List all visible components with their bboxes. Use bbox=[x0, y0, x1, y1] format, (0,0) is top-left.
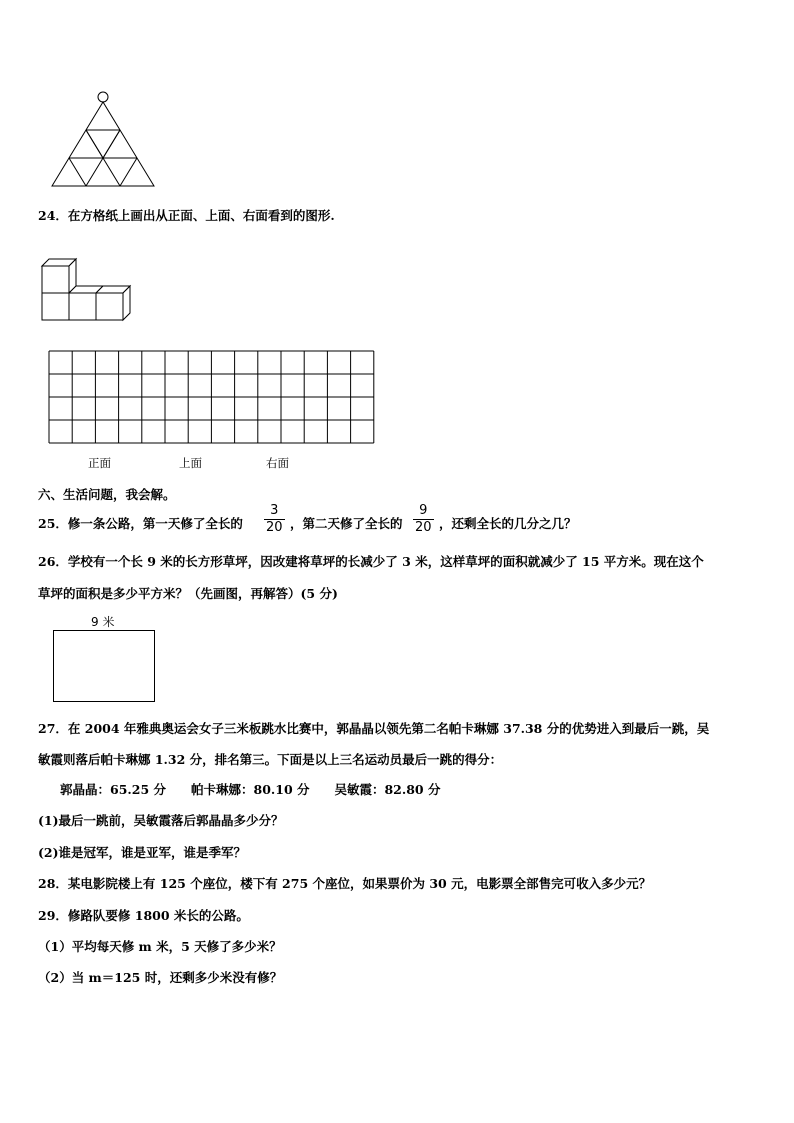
question-26-line2: 草坪的面积是多少平方米？（先画图，再解答）(5 分) bbox=[38, 586, 338, 601]
question-27-sub1: (1)最后一跳前，吴敏霞落后郭晶晶多少分？ bbox=[38, 813, 284, 828]
fraction-9-20 bbox=[413, 503, 434, 536]
question-26-line1: 26．学校有一个长 9 米的长方形草坪，因改建将草坪的长减少了 3 米，这样草坪的面积就减少了 15 平方米。现在这个 bbox=[38, 554, 704, 569]
question-25-part2: ，第二天修了全长的 bbox=[290, 516, 403, 531]
question-25-part3: ，还剩全长的几分之几？ bbox=[439, 516, 577, 531]
question-29: 29．修路队要修 1800 米长的公路。 bbox=[38, 908, 249, 923]
fraction-numerator: 9 bbox=[419, 503, 428, 518]
question-29-sub2: （2）当 m＝125 时，还剩多少米没有修？ bbox=[38, 970, 283, 985]
cube-figure bbox=[0, 250, 794, 350]
question-27-line1: 27．在 2004 年雅典奥运会女子三米板跳水比赛中，郭晶晶以领先第二名帕卡琳娜 37.38 分的优势进入到最后一跳，吴 bbox=[38, 721, 710, 736]
fraction-denominator: 20 bbox=[415, 520, 432, 535]
question-29-sub1: （1）平均每天修 m 米，5 天修了多少米？ bbox=[38, 939, 282, 954]
question-24: 24．在方格纸上画出从正面、上面、右面看到的图形. bbox=[38, 208, 335, 223]
question-27-sub2: (2)谁是冠军，谁是亚军，谁是季军？ bbox=[38, 845, 247, 860]
label-right: 右面 bbox=[266, 456, 289, 470]
question-28: 28．某电影院楼上有 125 个座位，楼下有 275 个座位，如果票价为 30 元，电影票全部售完可收入多少元？ bbox=[38, 876, 652, 891]
section-6-title: 六、生活问题，我会解。 bbox=[38, 487, 176, 502]
question-25-part1: 25．修一条公路，第一天修了全长的 bbox=[38, 516, 243, 531]
triangle-figure bbox=[0, 0, 794, 200]
label-top: 上面 bbox=[179, 456, 202, 470]
fraction-denominator: 20 bbox=[266, 520, 283, 535]
fraction-numerator: 3 bbox=[270, 503, 279, 518]
grid-paper bbox=[0, 345, 794, 455]
rect-length-label: 9 米 bbox=[91, 615, 115, 629]
label-front: 正面 bbox=[88, 456, 111, 470]
question-27-scores: 郭晶晶：65.25 分 帕卡琳娜：80.10 分 吴敏霞：82.80 分 bbox=[60, 782, 441, 797]
lawn-rectangle bbox=[0, 625, 794, 705]
fraction-3-20 bbox=[264, 503, 285, 536]
question-27-line2: 敏霞则落后帕卡琳娜 1.32 分，排名第三。下面是以上三名运动员最后一跳的得分： bbox=[38, 752, 503, 767]
